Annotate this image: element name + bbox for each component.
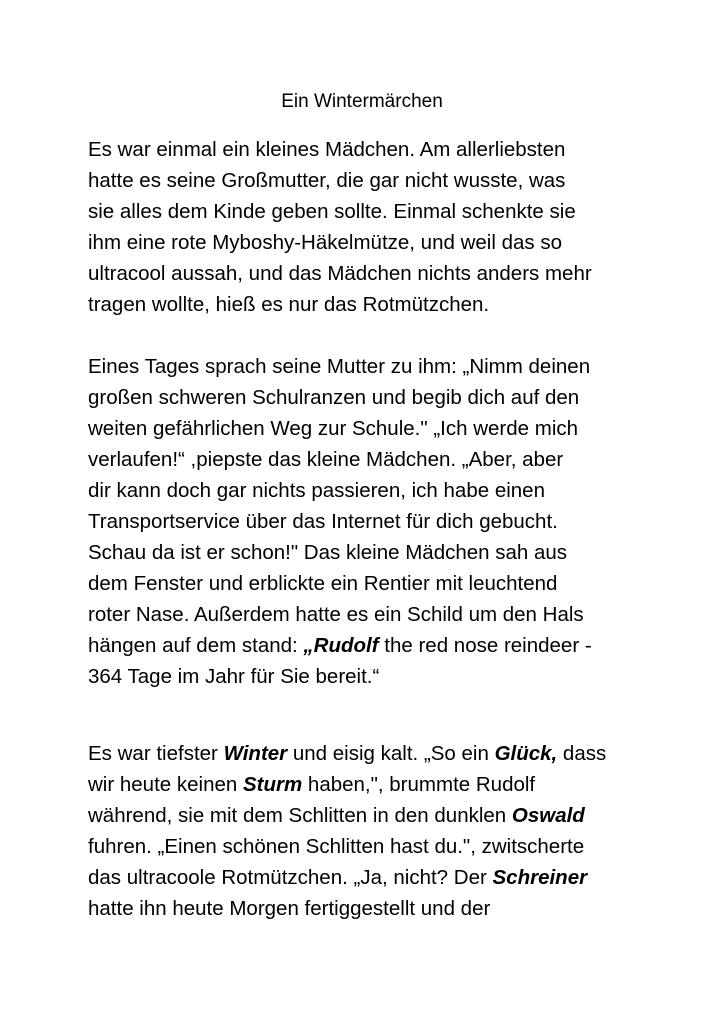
text-run: Transportservice über das Internet für dich gebucht.: [88, 510, 558, 533]
text-run: Eines Tages sprach seine Mutter zu ihm: „Nimm deinen: [88, 355, 591, 378]
emphasized-word: Glück,: [494, 742, 558, 765]
text-line: [88, 413, 648, 444]
text-run: hängen auf dem stand:: [88, 634, 304, 657]
paragraph-3: [88, 738, 648, 924]
paragraph-1: [88, 134, 648, 320]
text-run: weiten gefährlichen Weg zur Schule." „Ich werde mich: [88, 417, 579, 440]
text-line: [88, 134, 648, 165]
text-line: [88, 893, 648, 924]
text-run: Es war einmal ein kleines Mädchen. Am allerliebsten: [88, 138, 566, 161]
text-run: the red nose reindeer -: [378, 634, 592, 657]
text-run: großen schweren Schulranzen und begib dich auf den: [88, 386, 580, 409]
text-line: [88, 382, 648, 413]
text-run: 364 Tage im Jahr für Sie bereit.“: [88, 665, 380, 688]
text-run: dem Fenster und erblickte ein Rentier mit leuchtend: [88, 572, 558, 595]
paragraph-2: [88, 351, 648, 692]
text-run: dass: [557, 742, 607, 765]
text-run: wir heute keinen: [88, 773, 243, 796]
text-line: [88, 661, 648, 692]
text-run: roter Nase. Außerdem hatte es ein Schild um den Hals: [88, 603, 584, 626]
text-run: und eisig kalt. „So ein: [287, 742, 495, 765]
text-line: [88, 769, 648, 800]
emphasized-word: Schreiner: [492, 866, 588, 889]
text-line: [88, 862, 648, 893]
text-line: [88, 831, 648, 862]
text-run: fuhren. „Einen schönen Schlitten hast du.", zwitscherte: [88, 835, 585, 858]
text-line: [88, 599, 648, 630]
text-run: Schau da ist er schon!" Das kleine Mädchen sah aus: [88, 541, 568, 564]
text-line: [88, 475, 648, 506]
text-line: [88, 165, 648, 196]
text-run: ultracool aussah, und das Mädchen nichts anders mehr: [88, 262, 592, 285]
text-run: ihm eine rote Myboshy-Häkelmütze, und weil das so: [88, 231, 562, 254]
text-line: [88, 568, 648, 599]
text-run: hatte es seine Großmutter, die gar nicht wusste, was: [88, 169, 566, 192]
text-line: [88, 227, 648, 258]
text-line: [88, 351, 648, 382]
text-line: [88, 800, 648, 831]
document-title: Ein Wintermärchen: [281, 91, 443, 112]
emphasized-word: Sturm: [242, 773, 303, 796]
text-run: während, sie mit dem Schlitten in den dunklen: [88, 804, 512, 827]
emphasized-word: Oswald: [511, 804, 585, 827]
text-run: hatte ihn heute Morgen fertiggestellt und der: [88, 897, 491, 920]
text-run: das ultracoole Rotmützchen. „Ja, nicht? Der: [88, 866, 493, 889]
text-line: [88, 630, 648, 661]
text-run: tragen wollte, hieß es nur das Rotmützchen.: [88, 293, 490, 316]
text-run: verlaufen!“ ,piepste das kleine Mädchen. „Aber, aber: [88, 448, 564, 471]
text-run: dir kann doch gar nichts passieren, ich habe einen: [88, 479, 545, 502]
text-line: [88, 506, 648, 537]
text-run: sie alles dem Kinde geben sollte. Einmal schenkte sie: [88, 200, 576, 223]
text-line: [88, 537, 648, 568]
text-line: [88, 258, 648, 289]
text-line: [88, 738, 648, 769]
text-run: haben,", brummte Rudolf: [302, 773, 536, 796]
text-line: [88, 196, 648, 227]
text-run: Es war tiefster: [88, 742, 224, 765]
emphasized-word: „Rudolf: [303, 634, 379, 657]
text-line: [88, 289, 648, 320]
text-line: [88, 444, 648, 475]
emphasized-word: Winter: [223, 742, 288, 765]
